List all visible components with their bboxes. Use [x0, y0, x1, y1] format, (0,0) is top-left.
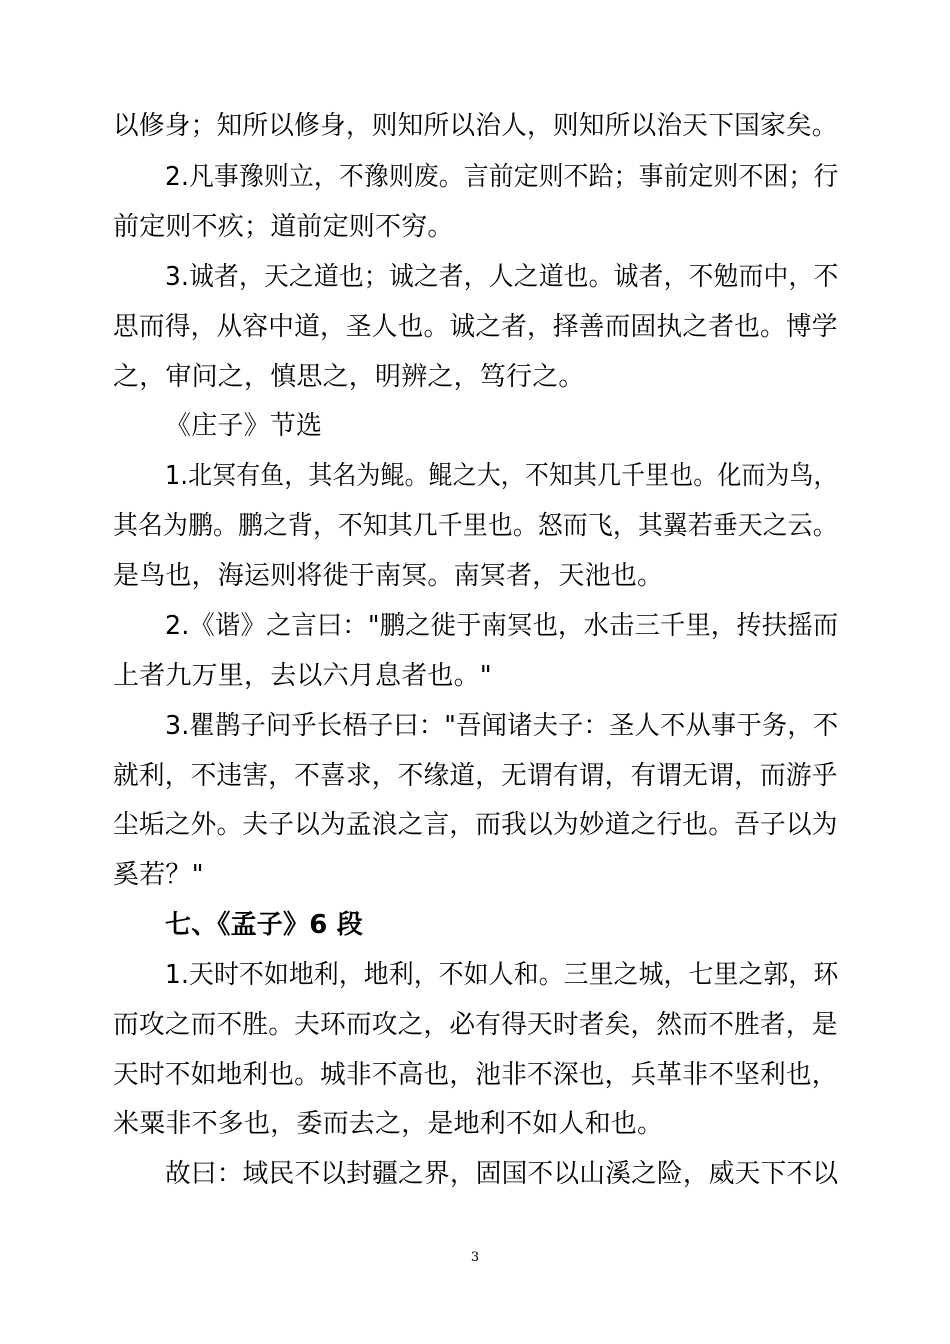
text-line: 米粟非不多也，委而去之，是地利不如人和也。 — [113, 1109, 664, 1139]
text-line: 2.《谐》之言曰："鹏之徙于南冥也，水击三千里，抟扶摇而 — [165, 611, 839, 641]
text-line: 1.天时不如地利，地利，不如人和。三里之城，七里之郭，环 — [165, 960, 839, 990]
page-number: 3 — [470, 1250, 480, 1265]
text-line: 上者九万里，去以六月息者也。" — [113, 661, 492, 691]
text-line: 思而得，从容中道，圣人也。诚之者，择善而固执之者也。博学 — [113, 312, 838, 342]
text-line: 其名为鹏。鹏之背，不知其几千里也。怒而飞，其翼若垂天之云。 — [113, 511, 838, 541]
section-title: 《庄子》节选 — [165, 411, 323, 441]
text-line: 前定则不疚；道前定则不穷。 — [113, 212, 454, 242]
text-line: 1.北冥有鱼，其名为鲲。鲲之大，不知其几千里也。化而为鸟， — [165, 461, 838, 491]
text-line: 3.诚者，天之道也；诚之者，人之道也。诚者，不勉而中，不 — [165, 262, 839, 292]
text-line: 天时不如地利也。城非不高也，池非不深也，兵革非不坚利也， — [113, 1060, 838, 1090]
text-line: 是鸟也，海运则将徙于南冥。南冥者，天池也。 — [113, 561, 664, 591]
text-line: 之，审问之，慎思之，明辨之，笃行之。 — [113, 362, 585, 392]
text-line: 3.瞿鹊子问乎长梧子曰："吾闻诸夫子：圣人不从事于务，不 — [165, 711, 839, 741]
text-line: 就利，不违害，不喜求，不缘道，无谓有谓，有谓无谓，而游乎 — [113, 761, 838, 791]
text-line: 故曰：域民不以封疆之界，固国不以山溪之险，威天下不以 — [165, 1159, 839, 1189]
section-heading: 七、《孟子》6 段 — [165, 910, 363, 940]
text-line: 而攻之而不胜。夫环而攻之，必有得天时者矣，然而不胜者，是 — [113, 1010, 838, 1040]
text-line: 2.凡事豫则立，不豫则废。言前定则不跲；事前定则不困；行 — [165, 162, 839, 192]
text-line: 以修身；知所以修身，则知所以治人，则知所以治天下国家矣。 — [113, 111, 838, 141]
text-line: 尘垢之外。夫子以为孟浪之言，而我以为妙道之行也。吾子以为 — [113, 810, 838, 840]
text-line: 奚若？" — [113, 860, 204, 890]
